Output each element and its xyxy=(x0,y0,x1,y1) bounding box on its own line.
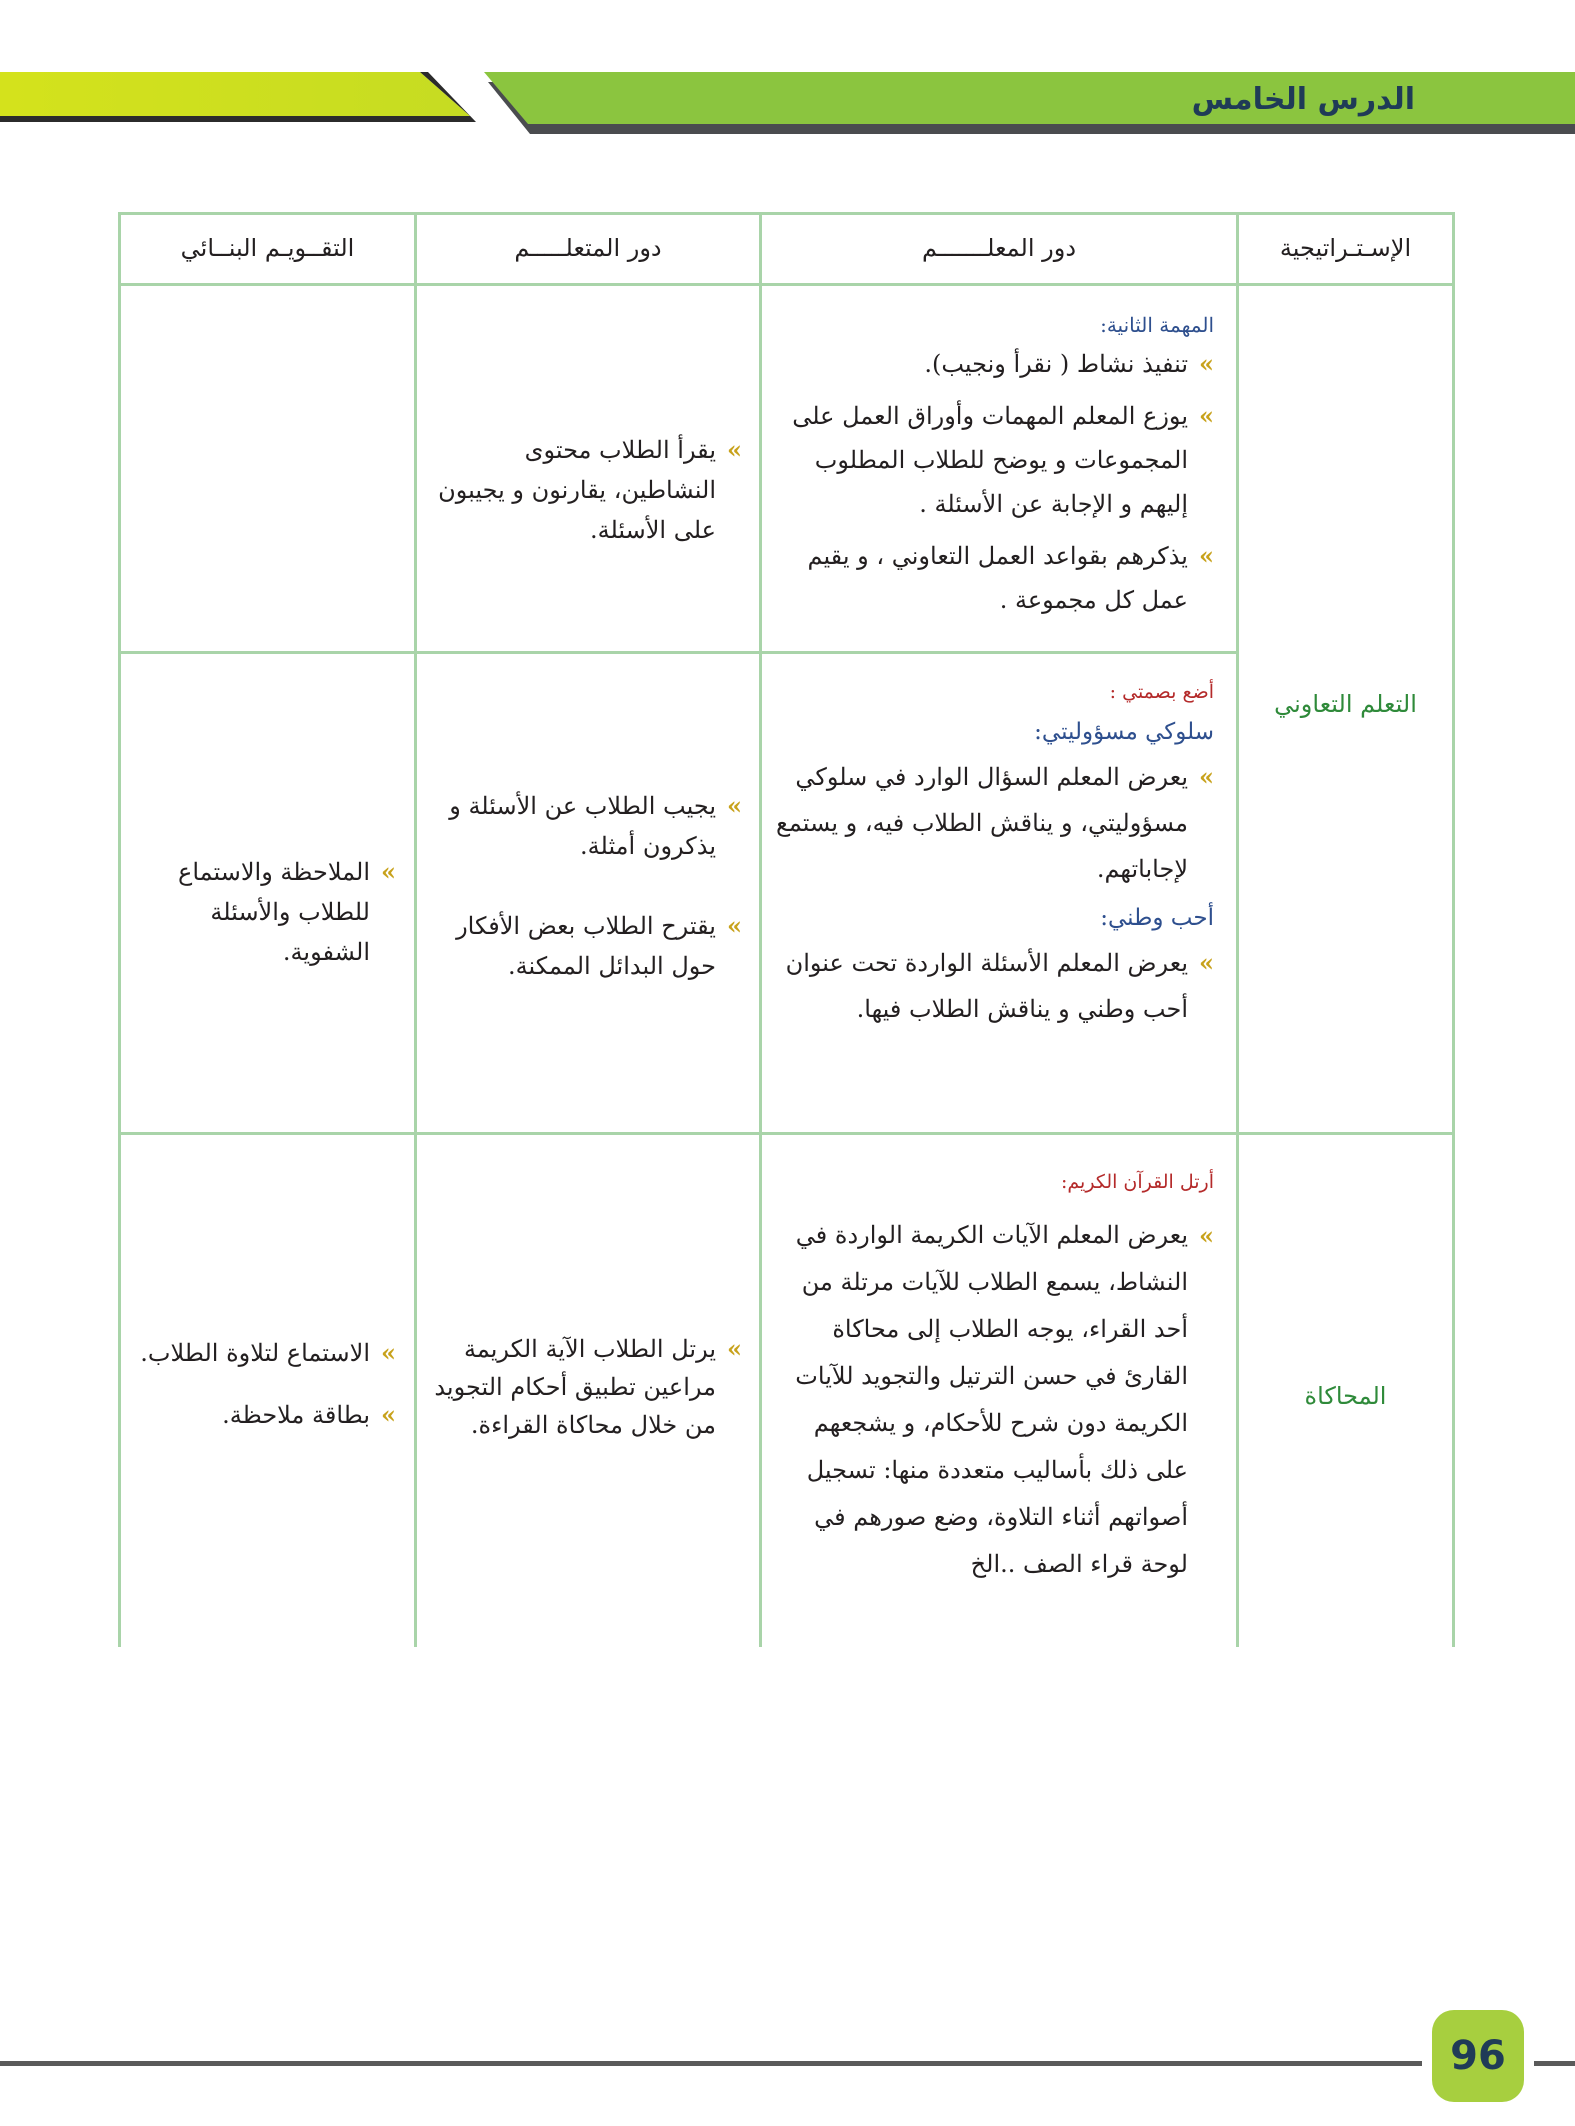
header-formative-assessment: التقــويـم البنــائي xyxy=(180,234,355,262)
bullet-icon: » xyxy=(727,791,742,820)
strategy-cooperative-learning: التعلم التعاوني xyxy=(1274,690,1417,718)
lesson-plan-table xyxy=(118,212,1455,1647)
bullet-icon: » xyxy=(1199,762,1214,791)
learner-item: » يجيب الطلاب عن الأسئلة و يذكرون أمثلة. xyxy=(424,786,742,866)
teacher-item: » تنفيذ نشاط ( نقرأ ونجيب). xyxy=(764,342,1214,386)
teacher-item: » يعرض المعلم الآيات الكريمة الواردة في النشاط، يسمع الطلاب للآيات مرتلة من أحد القراء، يوجه الطلاب إلى محاكاة القارئ في حسن الترتيل والتجويد للآيات الكريمة دون شرح للأحكام، و يشجعهم على ذلك بأساليب متعددة منها: تسجيل أصواتهم أثناء التلاوة، وضع صورهم في لوحة قراء الصف ..الخ xyxy=(764,1212,1214,1588)
grid-line xyxy=(759,212,762,1647)
add-my-mark-subtitle: أضع بصمتي : xyxy=(1109,681,1214,703)
teacher-item: » يعرض المعلم السؤال الوارد في سلوكي مسؤوليتي، و يناقش الطلاب فيه، و يستمع لإجاباتهم. xyxy=(764,754,1214,892)
lesson-title: الدرس الخامس xyxy=(1191,82,1415,117)
bullet-icon: » xyxy=(1199,948,1214,977)
bullet-icon: » xyxy=(727,911,742,940)
row0-teacher-cell xyxy=(764,308,1214,622)
row2-teacher-cell xyxy=(764,1164,1214,1588)
grid-line xyxy=(118,1132,1455,1135)
row0-learner-cell xyxy=(424,430,742,550)
grid-line xyxy=(1236,212,1239,1647)
bullet-icon: » xyxy=(1199,541,1214,570)
bullet-icon: » xyxy=(727,1334,742,1363)
row1-teacher-cell xyxy=(764,674,1214,1032)
teacher-item: » يعرض المعلم الأسئلة الواردة تحت عنوان أحب وطني و يناقش الطلاب فيها. xyxy=(764,940,1214,1032)
page-number: 96 xyxy=(1432,2010,1524,2102)
section-title: أحب وطني: xyxy=(1100,905,1214,931)
grid-line xyxy=(414,212,417,1647)
bullet-icon: » xyxy=(1199,1221,1214,1250)
grid-line xyxy=(118,651,1239,654)
bullet-icon: » xyxy=(1199,349,1214,378)
row2-learner-cell xyxy=(424,1330,742,1444)
header-lime-stripe xyxy=(0,72,470,116)
footer-line xyxy=(0,2061,1575,2066)
header-strategy: الإسـتـراتيجية xyxy=(1279,234,1412,262)
bullet-icon: » xyxy=(381,857,396,886)
teacher-item: » يذكرهم بقواعد العمل التعاوني ، و يقيم عمل كل مجموعة . xyxy=(764,534,1214,622)
learner-item: » يرتل الطلاب الآية الكريمة مراعين تطبيق أحكام التجويد من خلال محاكاة القراءة. xyxy=(424,1330,742,1444)
learner-item: » يقترح الطلاب بعض الأفكار حول البدائل الممكنة. xyxy=(424,906,742,986)
bullet-icon: » xyxy=(1199,401,1214,430)
learner-item: » يقرأ الطلاب محتوى النشاطين، يقارنون و يجيبون على الأسئلة. xyxy=(424,430,742,550)
grid-line xyxy=(1452,212,1455,1647)
task-subtitle: المهمة الثانية: xyxy=(1100,313,1214,337)
grid-line xyxy=(118,212,121,1647)
teacher-item: » يوزع المعلم المهمات وأوراق العمل على المجموعات و يوضح للطلاب المطلوب إليهم و الإجابة عن الأسئلة . xyxy=(764,394,1214,526)
section-title: سلوكي مسؤوليتي: xyxy=(1034,719,1214,745)
assessment-item: » الاستماع لتلاوة الطلاب. xyxy=(132,1334,396,1372)
recite-quran-subtitle: أرتل القرآن الكريم: xyxy=(1061,1171,1214,1193)
row2-assessment-cell xyxy=(132,1334,396,1434)
assessment-item: » الملاحظة والاستماع للطلاب والأسئلة الشفوية. xyxy=(132,852,396,972)
row1-assessment-cell xyxy=(132,852,396,972)
bullet-icon: » xyxy=(381,1400,396,1429)
bullet-icon: » xyxy=(381,1338,396,1367)
assessment-item: » بطاقة ملاحظة. xyxy=(132,1396,396,1434)
bullet-icon: » xyxy=(727,435,742,464)
row1-learner-cell xyxy=(424,786,742,986)
strategy-simulation: المحاكاة xyxy=(1304,1382,1387,1410)
header-teacher-role: دور المعلـــــــم xyxy=(921,234,1077,262)
header-learner-role: دور المتعلـــــم xyxy=(514,234,662,262)
